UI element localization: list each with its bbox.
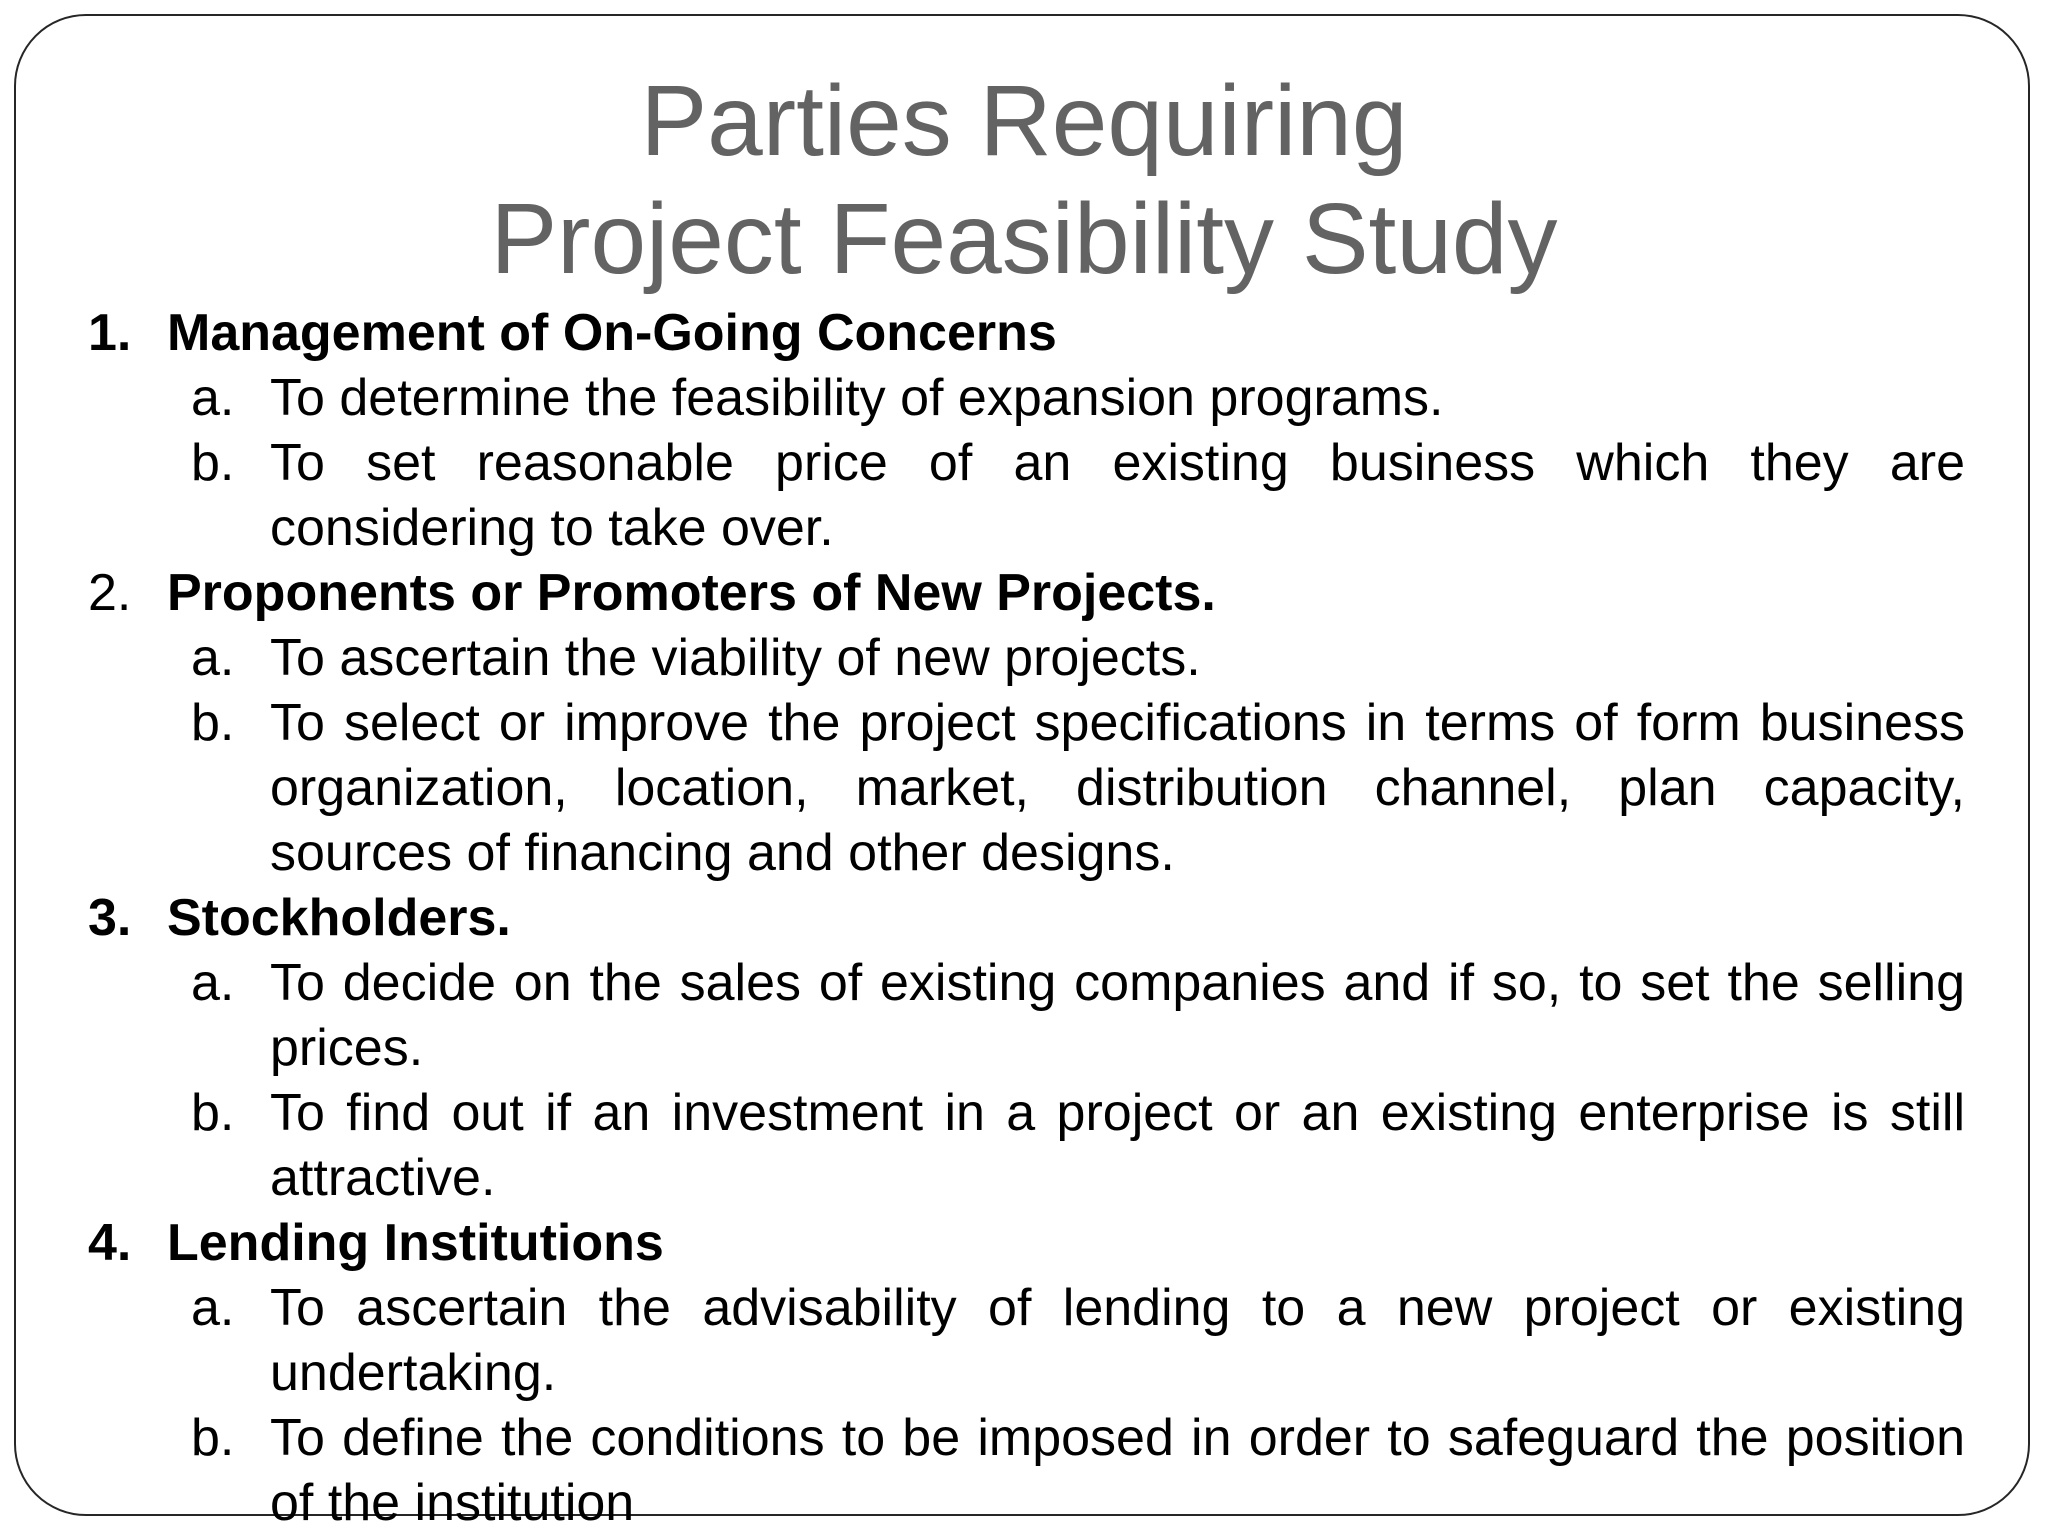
slide-title-line-2: Project Feasibility Study	[490, 183, 1558, 295]
list-item-text: To set reasonable price of an existing business which they are considering to take over.	[270, 434, 1965, 557]
list-item-letter: b.	[191, 694, 235, 752]
list-item	[88, 1276, 1965, 1406]
section-number: 2.	[88, 564, 132, 622]
list-item-text: To decide on the sales of existing companies and if so, to set the selling prices.	[270, 954, 1965, 1077]
section-heading-text: Lending Institutions	[167, 1214, 664, 1272]
section-heading-text: Proponents or Promoters of New Projects.	[167, 564, 1216, 622]
list-item	[88, 951, 1965, 1081]
list-item-text: To define the conditions to be imposed in order to safeguard the position of the institution	[270, 1409, 1965, 1532]
list-item-letter: b.	[191, 1084, 235, 1142]
list-item	[88, 366, 1965, 431]
section-heading	[88, 561, 1964, 626]
section-heading	[88, 886, 1964, 951]
list-item-letter: b.	[191, 1409, 235, 1467]
slide-title-line-1: Parties Requiring	[640, 65, 1408, 177]
section-heading-text: Management of On-Going Concerns	[167, 304, 1057, 362]
list-item-letter: a.	[191, 1279, 235, 1337]
list-item-text: To determine the feasibility of expansion programs.	[270, 369, 1444, 427]
section-stockholders	[88, 886, 1964, 1211]
section-heading	[88, 1211, 1964, 1276]
section-heading-text: Stockholders.	[167, 889, 511, 947]
section-number: 3.	[88, 889, 132, 947]
list-item-letter: a.	[191, 954, 235, 1012]
section-lending-institutions	[88, 1211, 1964, 1536]
list-item	[88, 691, 1965, 886]
list-item-text: To ascertain the advisability of lending to a new project or existing undertaking.	[270, 1279, 1965, 1402]
list-item-text: To ascertain the viability of new projects.	[270, 629, 1201, 687]
list-item-letter: a.	[191, 629, 235, 687]
list-item-letter: b.	[191, 434, 235, 492]
list-item	[88, 431, 1965, 561]
section-proponents	[88, 561, 1964, 886]
list-item	[88, 1081, 1965, 1211]
slide-title	[0, 62, 2048, 298]
list-item-letter: a.	[191, 369, 235, 427]
list-item	[88, 626, 1965, 691]
section-number: 1.	[88, 304, 132, 362]
list-item	[88, 1406, 1965, 1536]
section-management	[88, 301, 1964, 561]
section-heading	[88, 301, 1964, 366]
section-number: 4.	[88, 1214, 132, 1272]
list-item-text: To find out if an investment in a project or an existing enterprise is still attractive.	[270, 1084, 1965, 1207]
parties-list	[88, 301, 1964, 1536]
list-item-text: To select or improve the project specifications in terms of form business organization, location, market, distribution channel, plan capacity, sources of financing and other designs.	[270, 694, 1965, 882]
